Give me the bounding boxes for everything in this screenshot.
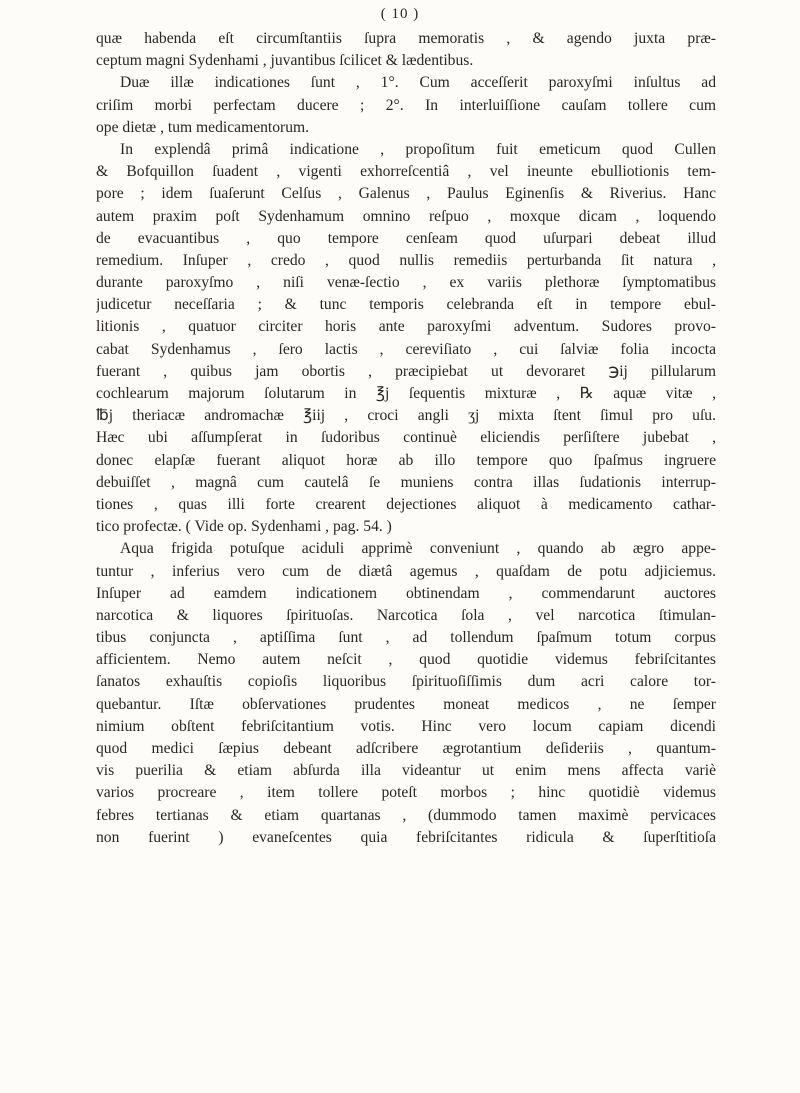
text-line: Inſuper ad eamdem indicationem obtinendam , commendarunt auctores [96,584,716,602]
text-line: quæ habenda eſt circumſtantiis ſupra memoratis , & agendo juxta præ- [96,30,716,47]
text-line: tibus conjuncta , aptiſſima ſunt , ad tollendum ſpaſmum totum corpus [96,629,716,647]
text-line: varios procreare , item tollere poteſt morbos ; hinc quotidiè videmus [96,784,716,802]
text-line: febres tertianas & etiam quartanas , (dummodo tamen maximè pervicaces [96,806,716,824]
text-line: cochlearum majorum ſolutarum in ℥j ſequentis mixturæ , ℞ aquæ vitæ , [96,385,716,402]
text-line: cabat Sydenhamus , ſero lactis , cereviſiato , cui ſalviæ folia incocta [96,340,716,358]
text-line: tiones , quas illi forte crearent dejectiones aliquot à medicamento cathar- [96,495,716,513]
text-line: narcotica & liquores ſpirituoſas. Narcotica ſola , vel narcotica ſtimulan- [96,606,716,624]
text-line: nimium obſtent febriſcitantium votis. Hinc vero locum capiam dicendi [96,717,716,735]
text-line: durante paroxyſmo , niſi venæ-ſectio , ex variis plethoræ ſymptomatibus [96,274,716,292]
text-line: remedium. Inſuper , credo , quod nullis remediis perturbanda ſit natura , [96,251,716,269]
text-line: ſanatos exhauſtis copioſis liquoribus ſpirituoſiſſimis dum acri calore tor- [96,673,716,691]
text-line: litionis , quatuor circiter horis ante paroxyſmi adventum. Sudores provo- [96,318,716,336]
text-line: Aqua frigida potuſque aciduli apprimè conveniunt , quando ab ægro appe- [120,540,716,558]
text-line: & Bofquillon ſuadent , vigenti exhorreſcentiâ , vel ineunte ebulliotionis tem- [96,163,716,181]
text-line: ℔j theriacæ andromachæ ℥iij , croci angli ʒj mixta ſtent ſimul pro uſu. [96,407,716,425]
text-line: criſim morbi perfectam ducere ; 2°. In interluiſſione cauſam tollere cum [96,96,716,114]
text-line: non fuerint ) evaneſcentes quia febriſcitantes ridicula & ſuperſtitioſa [96,828,716,846]
text-line: debuiſſet , magnâ cum cautelâ ſe muniens contra illas ſudationis interrup- [96,473,716,491]
text-line: donec elapſæ fuerant aliquot horæ ab illo tempore quo ſpaſmus ingruere [96,451,716,469]
text-line: de evacuantibus , quo tempore cenſeam quod uſurpari debeat illud [96,229,716,247]
text-line: In explendâ primâ indicatione , propoſitum fuit emeticum quod Cullen [120,140,716,158]
text-line: autem praxim poſt Sydenhamum omnino reſpuo , moxque dicam , loquendo [96,207,716,225]
text-line: judicetur neceſſaria ; & tunc temporis celebranda eſt in tempore ebul- [96,296,716,314]
text-line: afficientem. Nemo autem neſcit , quod quotidie videmus febriſcitantes [96,651,716,669]
text-line: ceptum magni Sydenhami , juvantibus ſcilicet & lædentibus. [96,52,474,70]
text-line: Duæ illæ indicationes ſunt , 1°. Cum acceſſerit paroxyſmi inſultus ad [120,74,716,92]
body-text [96,28,716,849]
text-line: Hæc ubi aſſumpſerat in ſudoribus continuè eliciendis perſiſtere jubebat , [96,429,716,447]
text-line: quod medici ſæpius debeant adſcribere ægrotantium deſideriis , quantum- [96,740,716,757]
text-line: fuerant , quibus jam obortis , præcipiebat ut devoraret ℈ij pillularum [96,362,716,380]
text-line: ope dietæ , tum medicamentorum. [96,118,310,136]
page-number: ( 10 ) [380,6,420,22]
text-line: tuntur , inferius vero cum de diætâ agemus , quaſdam de potu adjiciemus. [96,562,716,580]
text-line: pore ; idem ſuaſerunt Celſus , Galenus , Paulus Eginenſis & Riverius. Hanc [96,185,716,203]
text-line: quebantur. Iſtæ obſervationes prudentes moneat medicos , ne ſemper [96,695,716,713]
text-line: tico profectæ. ( Vide op. Sydenhami , pag. 54. ) [96,518,392,536]
text-line: vis puerilia & etiam abſurda illa videantur ut enim mens affecta variè [96,762,716,780]
